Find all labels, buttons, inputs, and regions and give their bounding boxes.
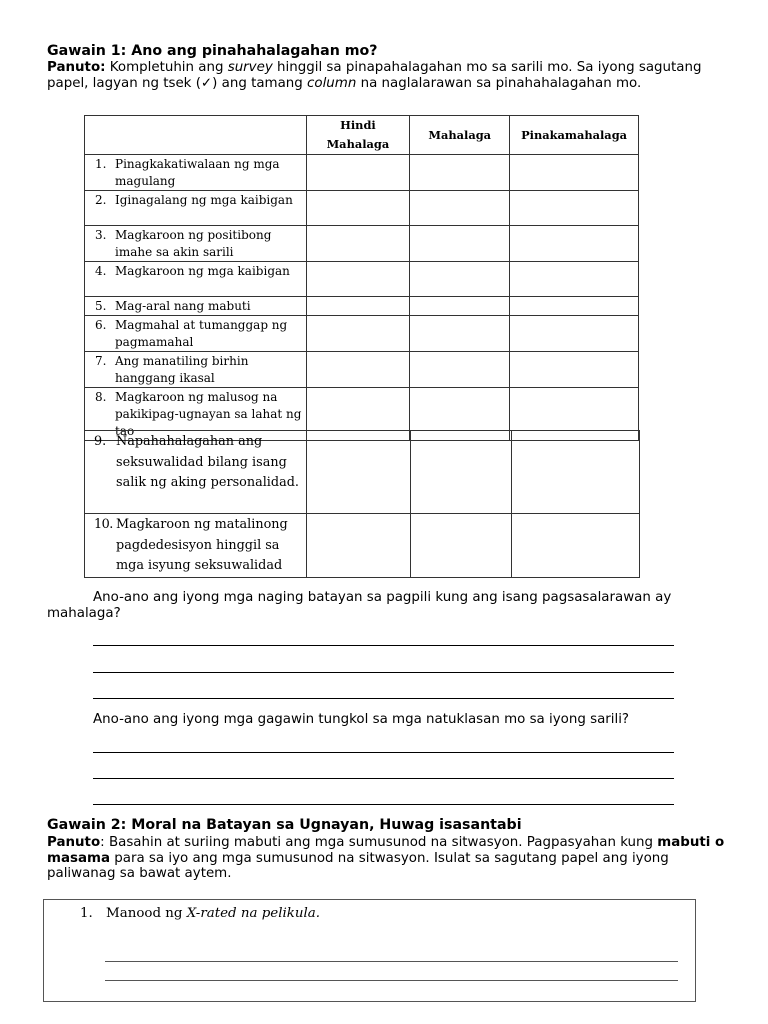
check-cell[interactable] [410, 191, 510, 226]
survey-table [84, 115, 639, 441]
check-cell[interactable] [510, 262, 639, 297]
question-1: Ano-ano ang iyong mga naging batayan sa pagpili kung ang isang pagsasalarawan ay mahalaga? [47, 590, 672, 621]
answer-line[interactable] [105, 980, 678, 981]
gawain2-title: Gawain 2: Moral na Batayan sa Ugnayan, Huwag isasantabi [47, 817, 522, 833]
question-2: Ano-ano ang iyong mga gagawin tungkol sa mga natuklasan mo sa iyong sarili? [93, 712, 630, 727]
table-row: 5. Mag-aral nang mabuti [85, 297, 639, 316]
check-cell[interactable] [306, 262, 410, 297]
gawain1-instructions: Panuto: Kompletuhin ang survey hinggil sa pinapahalagahan mo sa sarili mo. Sa iyong sagutang papel, lagyan ng tsek (✓) ang tamang column na naglalarawan sa pinahahalagahan mo. [47, 60, 702, 91]
table-row: 4. Magkaroon ng mga kaibigan [85, 262, 639, 297]
table-row: 3. Magkaroon ng positibong imahe sa akin sarili [85, 226, 639, 262]
header-blank [85, 116, 307, 155]
header-mahalaga: Mahalaga [410, 116, 510, 155]
header-pinakamahalaga: Pinakamahalaga [510, 116, 639, 155]
check-cell[interactable] [510, 352, 639, 388]
panuto-label: Panuto [47, 835, 101, 850]
check-cell[interactable] [410, 297, 510, 316]
check-cell[interactable] [306, 431, 410, 514]
check-cell[interactable] [410, 316, 510, 352]
check-cell[interactable] [306, 297, 410, 316]
check-cell[interactable] [306, 155, 410, 191]
table-row: 9. Napahahalagahan ang seksuwalidad bilang isang salik ng aking personalidad. [85, 431, 640, 514]
answer-line[interactable] [93, 752, 674, 753]
check-cell[interactable] [510, 191, 639, 226]
check-cell[interactable] [306, 514, 410, 578]
answer-line[interactable] [93, 698, 674, 699]
answer-line[interactable] [93, 804, 674, 805]
table-row: 10. Magkaroon ng matalinong pagdedesisyon hinggil sa mga isyung seksuwalidad [85, 514, 640, 578]
check-cell[interactable] [410, 352, 510, 388]
gawain1-title: Gawain 1: Ano ang pinahahalagahan mo? [47, 43, 378, 59]
check-cell[interactable] [410, 155, 510, 191]
gawain2-instructions: Panuto: Basahin at suriing mabuti ang mga sumusunod na sitwasyon. Pagpasyahan kung mabuti o masama para sa iyo ang mga sumusunod na sitwasyon. Isulat sa sagutang papel ang iyong paliwanag sa bawat aytem. [47, 835, 725, 881]
answer-line[interactable] [93, 672, 674, 673]
table-row: 2. Iginagalang ng mga kaibigan [85, 191, 639, 226]
table-row: 1. Pinagkakatiwalaan ng mga magulang [85, 155, 639, 191]
check-cell[interactable] [306, 316, 410, 352]
check-cell[interactable] [306, 226, 410, 262]
check-cell[interactable] [510, 297, 639, 316]
situation-item-1: 1. Manood ng X-rated na pelikula. [80, 906, 321, 921]
table-row: 7. Ang manatiling birhin hanggang ikasal [85, 352, 639, 388]
check-cell[interactable] [410, 514, 512, 578]
check-cell[interactable] [410, 262, 510, 297]
check-cell[interactable] [306, 191, 410, 226]
table-row: 8. Magkaroon ng malusog na pakikipag-ugnayan sa lahat ng tao [85, 388, 639, 441]
survey-table-continued [84, 430, 640, 578]
answer-line[interactable] [105, 961, 678, 962]
table-row: 6. Magmahal at tumanggap ng pagmamahal [85, 316, 639, 352]
check-cell[interactable] [512, 431, 640, 514]
check-cell[interactable] [306, 352, 410, 388]
check-cell[interactable] [510, 316, 639, 352]
answer-line[interactable] [93, 645, 674, 646]
check-cell[interactable] [510, 226, 639, 262]
check-cell[interactable] [410, 226, 510, 262]
answer-line[interactable] [93, 778, 674, 779]
check-cell[interactable] [410, 431, 512, 514]
check-cell[interactable] [510, 155, 639, 191]
check-cell[interactable] [512, 514, 640, 578]
header-hindi-mahalaga: Hindi Mahalaga [306, 116, 410, 155]
panuto-label: Panuto: [47, 60, 106, 75]
